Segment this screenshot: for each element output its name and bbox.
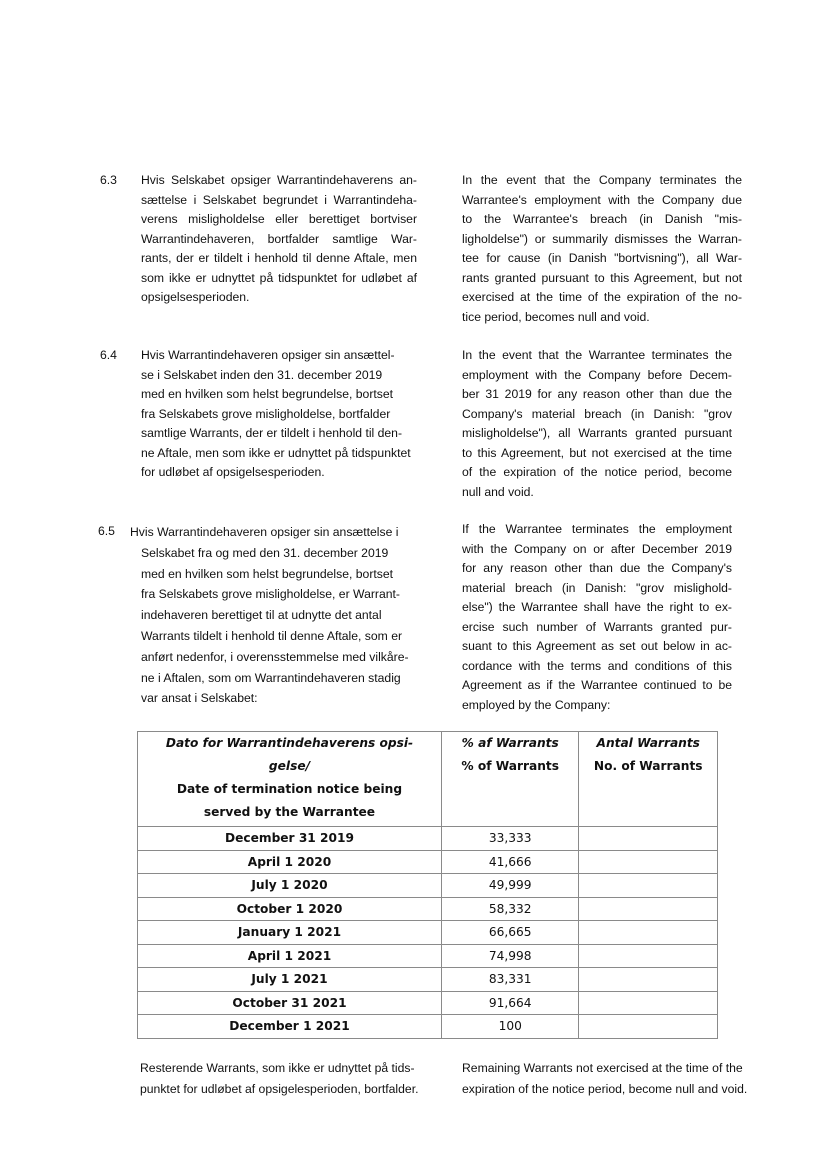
english-closing-paragraph (462, 1058, 762, 1099)
text-line: to the Warrantee's breach (in Danish "mis- (462, 212, 742, 226)
danish-paragraph (130, 522, 430, 709)
danish-paragraph (141, 346, 421, 483)
section-number: 6.5 (98, 524, 115, 538)
header-number-danish: Antal Warrants (596, 736, 700, 750)
cell-date: January 1 2021 (138, 921, 442, 945)
text-line: Hvis Warrantindehaveren opsiger sin ansættelse i (130, 525, 399, 539)
text-line: with the Company on or after December 2019 (462, 541, 732, 556)
english-paragraph (462, 346, 732, 502)
text-line: tice period, becomes null and void. (462, 309, 650, 324)
text-line: med en hvilken som helst begrundelse, bortset (141, 566, 394, 581)
text-line: Warrantee's employment with the Company due (462, 192, 742, 207)
text-line: of the expiration of the notice period, become (462, 465, 732, 479)
cell-percent: 66,665 (441, 921, 579, 945)
text-line: cordance with the terms and conditions of this (462, 658, 732, 673)
text-line: tee for cause (in Danish "bortvisning"), all War- (462, 251, 742, 265)
text-line: indehaveren berettiget til at udnytte det antal (141, 608, 382, 623)
cell-number (579, 991, 718, 1015)
cell-percent: 91,664 (441, 991, 579, 1015)
table-row (138, 850, 718, 874)
cell-date: April 1 2021 (138, 944, 442, 968)
text-line: for any reason other than due the Company's (462, 561, 732, 575)
text-line: som ikke er udnyttet på tidspunktet for udløbet af (141, 270, 417, 285)
cell-date: December 31 2019 (138, 827, 442, 851)
header-percent-english: % of Warrants (461, 759, 560, 773)
english-paragraph (462, 171, 742, 327)
header-date (138, 732, 442, 827)
warrants-vesting-table (137, 731, 718, 1039)
text-line: Resterende Warrants, som ikke er udnyttet på tids- (140, 1061, 415, 1075)
text-line: Hvis Warrantindehaveren opsiger sin ansættel- (141, 348, 395, 362)
cell-number (579, 968, 718, 992)
section-number: 6.4 (100, 348, 117, 362)
cell-date: October 1 2020 (138, 897, 442, 921)
cell-number (579, 1015, 718, 1039)
text-line: Company's material breach (in Danish: "grov (462, 406, 732, 421)
text-line: opsigelsesperioden. (141, 290, 250, 304)
text-line: misligholdelse"), all Warrants granted pursuant (462, 426, 732, 440)
cell-percent: 58,332 (441, 897, 579, 921)
text-line: ber 31 2019 for any reason other than due the (462, 387, 732, 401)
text-line: If the Warrantee terminates the employment (462, 522, 732, 536)
text-line: Hvis Selskabet opsiger Warrantindehaverens an- (141, 173, 417, 187)
text-line: fra Selskabets grove misligholdelse, er Warrant- (141, 587, 400, 602)
table-row (138, 1015, 718, 1039)
text-line: var ansat i Selskabet: (141, 691, 258, 706)
text-line: to this Agreement, but not exercised at the time (462, 445, 732, 460)
cell-percent: 41,666 (441, 850, 579, 874)
text-line: rants, der er tildelt i henhold til denne Aftale, men (141, 251, 417, 265)
table-row (138, 874, 718, 898)
cell-percent: 74,998 (441, 944, 579, 968)
text-line: In the event that the Company terminates the (462, 173, 742, 187)
text-line: Remaining Warrants not exercised at the time of the (462, 1061, 743, 1075)
text-line: else") the Warrantee shall have the right to ex- (462, 600, 732, 614)
table-row (138, 991, 718, 1015)
header-percent (441, 732, 579, 827)
table-header-row (138, 732, 718, 827)
cell-date: October 31 2021 (138, 991, 442, 1015)
text-line: sættelse i Selskabet begrundet i Warrantindeha- (141, 192, 417, 207)
text-line: verens misligholdelse eller berettiget bortviser (141, 212, 417, 226)
header-date-english-line2: served by the Warrantee (203, 805, 376, 819)
text-line: for udløbet af opsigelsesperioden. (141, 465, 325, 479)
text-line: rants granted pursuant to this Agreement, but not (462, 270, 742, 285)
header-number-english: No. of Warrants (593, 759, 703, 773)
cell-number (579, 897, 718, 921)
table-row (138, 968, 718, 992)
table-row (138, 827, 718, 851)
header-date-danish-line2: gelse/ (268, 759, 311, 773)
text-line: punktet for udløbet af opsigelesperioden, bortfalder. (140, 1081, 419, 1096)
header-number (579, 732, 718, 827)
cell-number (579, 874, 718, 898)
text-line: anført nedenfor, i overensstemmelse med vilkåre- (141, 649, 409, 664)
text-line: employment with the Company before Decem- (462, 367, 732, 382)
text-line: suant to this Agreement as set out below in ac- (462, 639, 732, 653)
text-line: In the event that the Warrantee terminates the (462, 348, 732, 362)
section-number: 6.3 (100, 173, 117, 187)
text-line: med en hvilken som helst begrundelse, bortset (141, 387, 394, 401)
text-line: expiration of the notice period, become null and void. (462, 1081, 748, 1096)
cell-percent: 100 (441, 1015, 579, 1039)
cell-number (579, 921, 718, 945)
cell-number (579, 827, 718, 851)
text-line: Warrantindehaveren, bortfalder samtlige War- (141, 231, 417, 246)
header-date-english-line1: Date of termination notice being (176, 782, 403, 796)
header-percent-danish: % af Warrants (461, 736, 559, 750)
text-line: null and void. (462, 484, 534, 499)
cell-date: July 1 2021 (138, 968, 442, 992)
text-line: fra Selskabets grove misligholdelse, bortfalder (141, 406, 391, 421)
english-paragraph (462, 520, 732, 715)
cell-date: December 1 2021 (138, 1015, 442, 1039)
danish-closing-paragraph (140, 1058, 440, 1099)
cell-number (579, 944, 718, 968)
text-line: ne Aftale, men som ikke er udnyttet på tidspunktet (141, 445, 411, 460)
cell-date: April 1 2020 (138, 850, 442, 874)
cell-percent: 33,333 (441, 827, 579, 851)
table-row (138, 921, 718, 945)
text-line: ligholdelse") or summarily dismisses the Warran- (462, 231, 742, 246)
text-line: employed by the Company: (462, 697, 611, 712)
danish-paragraph (141, 171, 417, 308)
cell-number (579, 850, 718, 874)
text-line: ercise such number of Warrants granted pur- (462, 619, 732, 634)
table-row (138, 944, 718, 968)
header-date-danish-line1: Dato for Warrantindehaverens opsi- (165, 736, 414, 750)
text-line: exercised at the time of the expiration of the no- (462, 290, 742, 304)
cell-date: July 1 2020 (138, 874, 442, 898)
text-line: Warrants tildelt i henhold til denne Aftale, som er (141, 628, 403, 643)
text-line: se i Selskabet inden den 31. december 2019 (141, 367, 383, 382)
text-line: samtlige Warrants, der er tildelt i henhold til den- (141, 426, 403, 440)
text-line: ne i Aftalen, som om Warrantindehaveren stadig (141, 670, 401, 685)
cell-percent: 49,999 (441, 874, 579, 898)
text-line: Selskabet fra og med den 31. december 2019 (141, 545, 389, 560)
text-line: material breach (in Danish: "grov mislighold- (462, 580, 732, 595)
table-row (138, 897, 718, 921)
cell-percent: 83,331 (441, 968, 579, 992)
text-line: Agreement as if the Warrantee continued to be (462, 678, 732, 692)
